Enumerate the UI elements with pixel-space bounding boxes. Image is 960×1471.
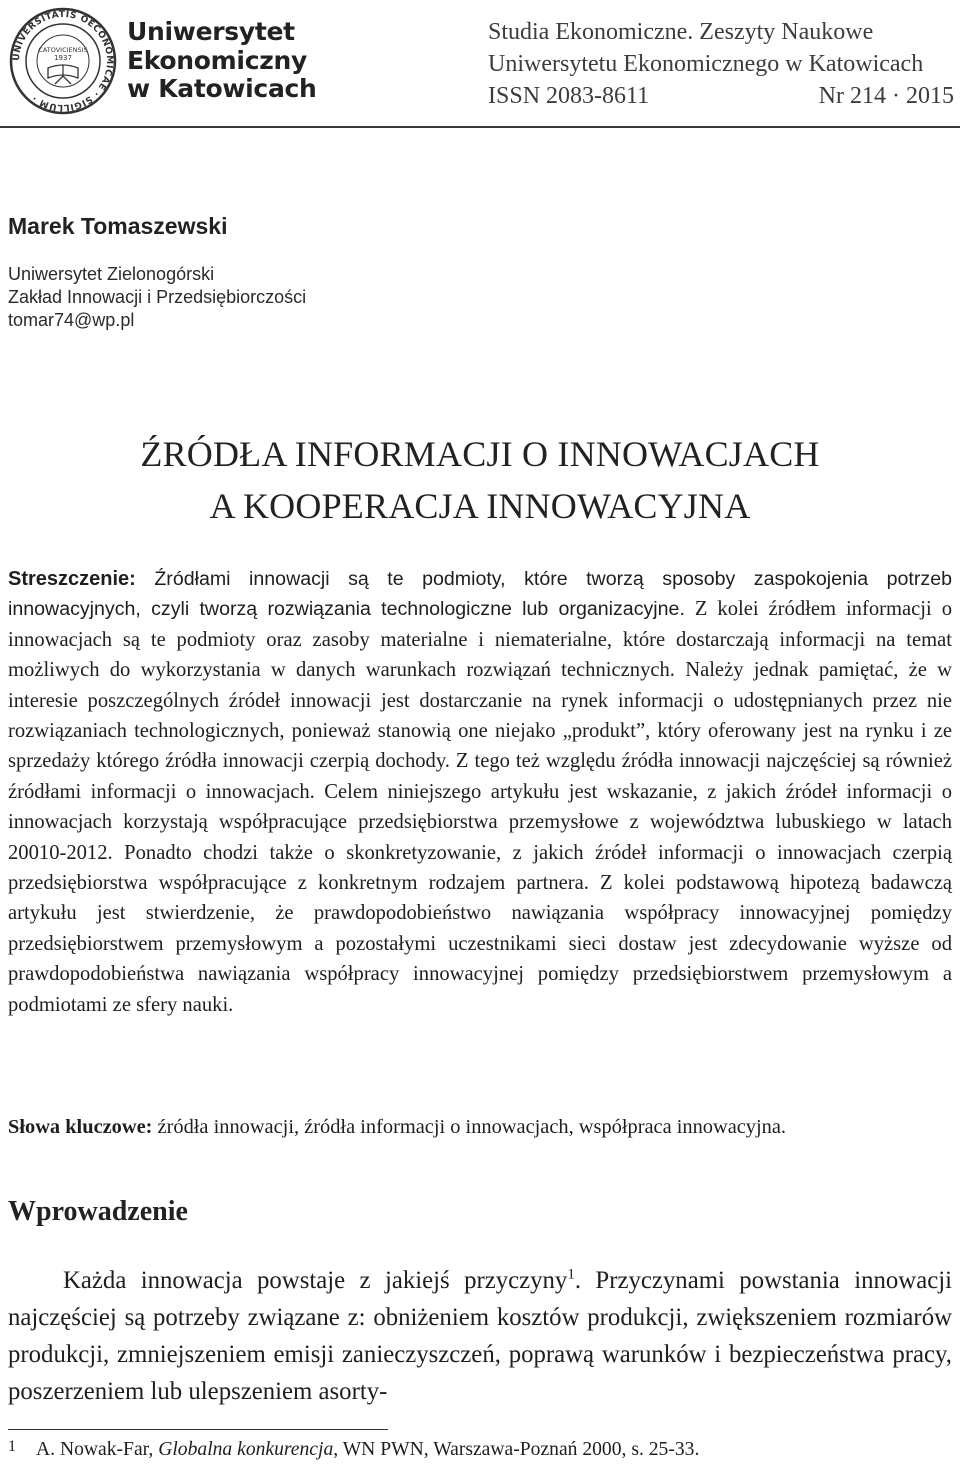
svg-text:CATOVICIENSIS: CATOVICIENSIS (38, 46, 88, 54)
author-email: tomar74@wp.pl (8, 310, 135, 330)
keywords-label: Słowa kluczowe: (8, 1116, 153, 1138)
issn: ISSN 2083-8611 (488, 83, 650, 109)
footnote-author: A. Nowak-Far, (36, 1439, 159, 1460)
affiliation-university: Uniwersytet Zielonogórski (8, 264, 215, 284)
footnote-publication: , WN PWN, Warszawa-Poznań 2000, s. 25-33. (333, 1439, 700, 1460)
intro-paragraph (8, 1262, 952, 1410)
title-line: A KOOPERACJA INNOWACYJNA (209, 486, 751, 526)
title-line: ŹRÓDŁA INFORMACJI O INNOWACJACH (140, 434, 820, 474)
abstract (8, 564, 952, 1020)
footnote-number: 1 (8, 1438, 16, 1455)
affiliation-department: Zakład Innowacji i Przedsiębiorczości (8, 287, 307, 307)
section-heading: Wprowadzenie (8, 1196, 188, 1227)
logo-line: Uniwersytet (127, 17, 295, 46)
abstract-first-sentence: Źródłami innowacji są te podmioty, które tworzą sposoby zaspokojenia potrzeb innowacyjnych, czyli tworzą rozwiązania technologiczne lub organizacyjne. (8, 568, 952, 621)
abstract-body: Z kolei źródłem informacji o innowacjach są te podmioty oraz zasoby materialne i niematerialne, które dostarczają informacji na temat możliwych do wykorzystania w danych warunkach rozwiązań technicznych. Należy jednak pamiętać, że w interesie poszczególnych źródeł innowacji jest dostarczanie na rynek informacji o udostępnianych przez nie rozwiązaniach technologicznych, ponieważ stanowią one niejako „produkt”, który oferowany jest na rynku i ze sprzedaży którego źródła innowacji czerpią dochody. Z tego też względu źródła innowacji najczęściej są również źródłami informacji o innowacjach. Celem niniejszego artykułu jest wskazanie, z jakich źródeł informacji o innowacjach korzystają współpracujące przedsiębiorstwa przemysłowe z województwa lubuskiego w latach 20010-2012. Ponadto chodzi także o skonkretyzowanie, z jakich źródeł informacji o innowacjach czerpią przedsiębiorstwa współpracujące z konkretnym rodzajem partnera. Z kolei podstawową hipotezą badawczą artykułu jest stwierdzenie, że prawdopodobieństwo nawiązania współpracy innowacyjnej pomiędzy przedsiębiorstwem przemysłowym a pozostałymi uczestnikami sieci dostaw jest zdecydowanie wyższe od prawdopodobieństwa nawiązania współpracy innowacyjnej pomiędzy przedsiębiorstwem przemysłowym a podmiotami ze sfery nauki. (8, 598, 952, 1016)
journal-publisher: Uniwersytetu Ekonomicznego w Katowicach (488, 51, 924, 77)
page-header (0, 0, 960, 128)
journal-info (488, 16, 954, 112)
svg-text:1937: 1937 (54, 54, 72, 62)
footnote (8, 1438, 952, 1463)
journal-issue-line (488, 80, 954, 112)
journal-title: Studia Ekonomiczne. Zeszyty Naukowe (488, 19, 874, 45)
abstract-label: Streszczenie: (8, 568, 136, 590)
author-name: Marek Tomaszewski (8, 213, 228, 239)
article-title (0, 428, 960, 532)
logo-line: Ekonomiczny (127, 45, 307, 75)
svg-text:UNIVERSITATIS OECONOMICAE · SI: UNIVERSITATIS OECONOMICAE · SIGILLUM · (11, 9, 115, 113)
keywords (8, 1112, 952, 1142)
keywords-list: źródła innowacji, źródła informacji o innowacjach, współpraca innowacyjna. (152, 1116, 787, 1138)
university-logo-text (127, 18, 317, 104)
university-seal-icon (8, 6, 118, 116)
author-affiliation (8, 263, 306, 332)
issue-number: Nr 214 · 2015 (818, 83, 954, 109)
footnote-book-title: Globalna konkurencja (158, 1439, 334, 1460)
intro-text-rest: . Przyczynami powstania innowacji najczęściej są potrzeby związane z: obniżeniem kosztów produkcji, zwiększeniem rozmiarów produkcji, zmniejszeniem emisji zanieczyszczeń, poprawą warunków i bezpieczeństwa pracy, poszerzeniem lub ulepszeniem asorty- (8, 1267, 952, 1405)
footnote-divider (8, 1429, 388, 1430)
logo-line: w Katowicach (127, 74, 317, 103)
intro-text-start: Każda innowacja powstaje z jakiejś przyczyny (63, 1267, 568, 1294)
footnote-ref[interactable]: 1 (567, 1266, 575, 1283)
